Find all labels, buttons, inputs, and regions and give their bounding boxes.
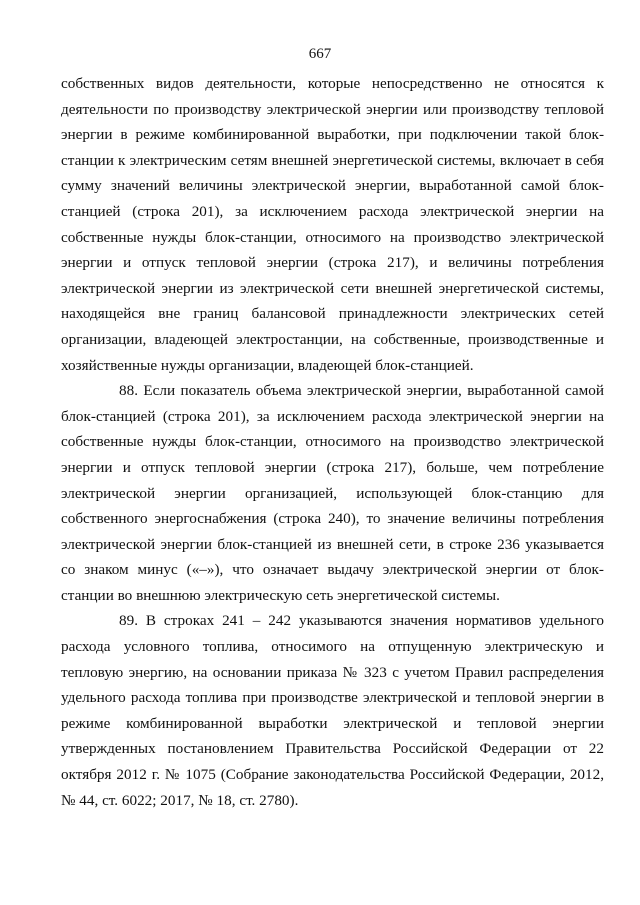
page-number: 667 bbox=[308, 46, 332, 62]
document-body bbox=[61, 71, 604, 813]
paragraph-continuation: собственных видов деятельности, которые непосредственно не относятся к деятельности по производству электрической энергии или производству тепловой энергии в режиме комбинированной выработки, при подключении такой блок-станции к электрическим сетям внешней энергетической системы, включает в себя сумму значений величины электрической энергии, выработанной самой блок-станцией (строка 201), за исключением расхода электрической энергии на собственные нужды блок-станции, относимого на производство электрической энергии и отпуск тепловой энергии (строка 217), и величины потребления электрической энергии из электрической сети внешней энергетической системы, находящейся вне границ балансовой принадлежности электрических сетей организации, владеющей электростанции, на собственные, производственные и хозяйственные нужды организации, владеющей блок-станцией. bbox=[61, 75, 604, 374]
paragraph-89: 89. В строках 241 – 242 указываются значения нормативов удельного расхода условного топлива, относимого на отпущенную электрическую и тепловую энергию, на основании приказа № 323 с учетом Правил распределения удельного расхода топлива при производстве электрической и тепловой энергии в режиме комбинированной выработки электрической и тепловой энергии утвержденных постановлением Правительства Российской Федерации от 22 октября 2012 г. № 1075 (Собрание законодательства Российской Федерации, 2012, № 44, ст. 6022; 2017, № 18, ст. 2780). bbox=[61, 612, 604, 809]
paragraph-88: 88. Если показатель объема электрической энергии, выработанной самой блок-станцией (строка 201), за исключением расхода электрической энергии на собственные нужды блок-станции, относимого на производство электрической энергии и отпуск тепловой энергии (строка 217), больше, чем потребление электрической энергии организацией, использующей блок-станцию для собственного энергоснабжения (строка 240), то значение величины потребления электрической энергии блок-станцией из внешней сети, в строке 236 указывается со знаком минус («–»), что означает выдачу электрической энергии от блок-станции во внешнюю электрическую сеть энергетической системы. bbox=[61, 382, 604, 604]
